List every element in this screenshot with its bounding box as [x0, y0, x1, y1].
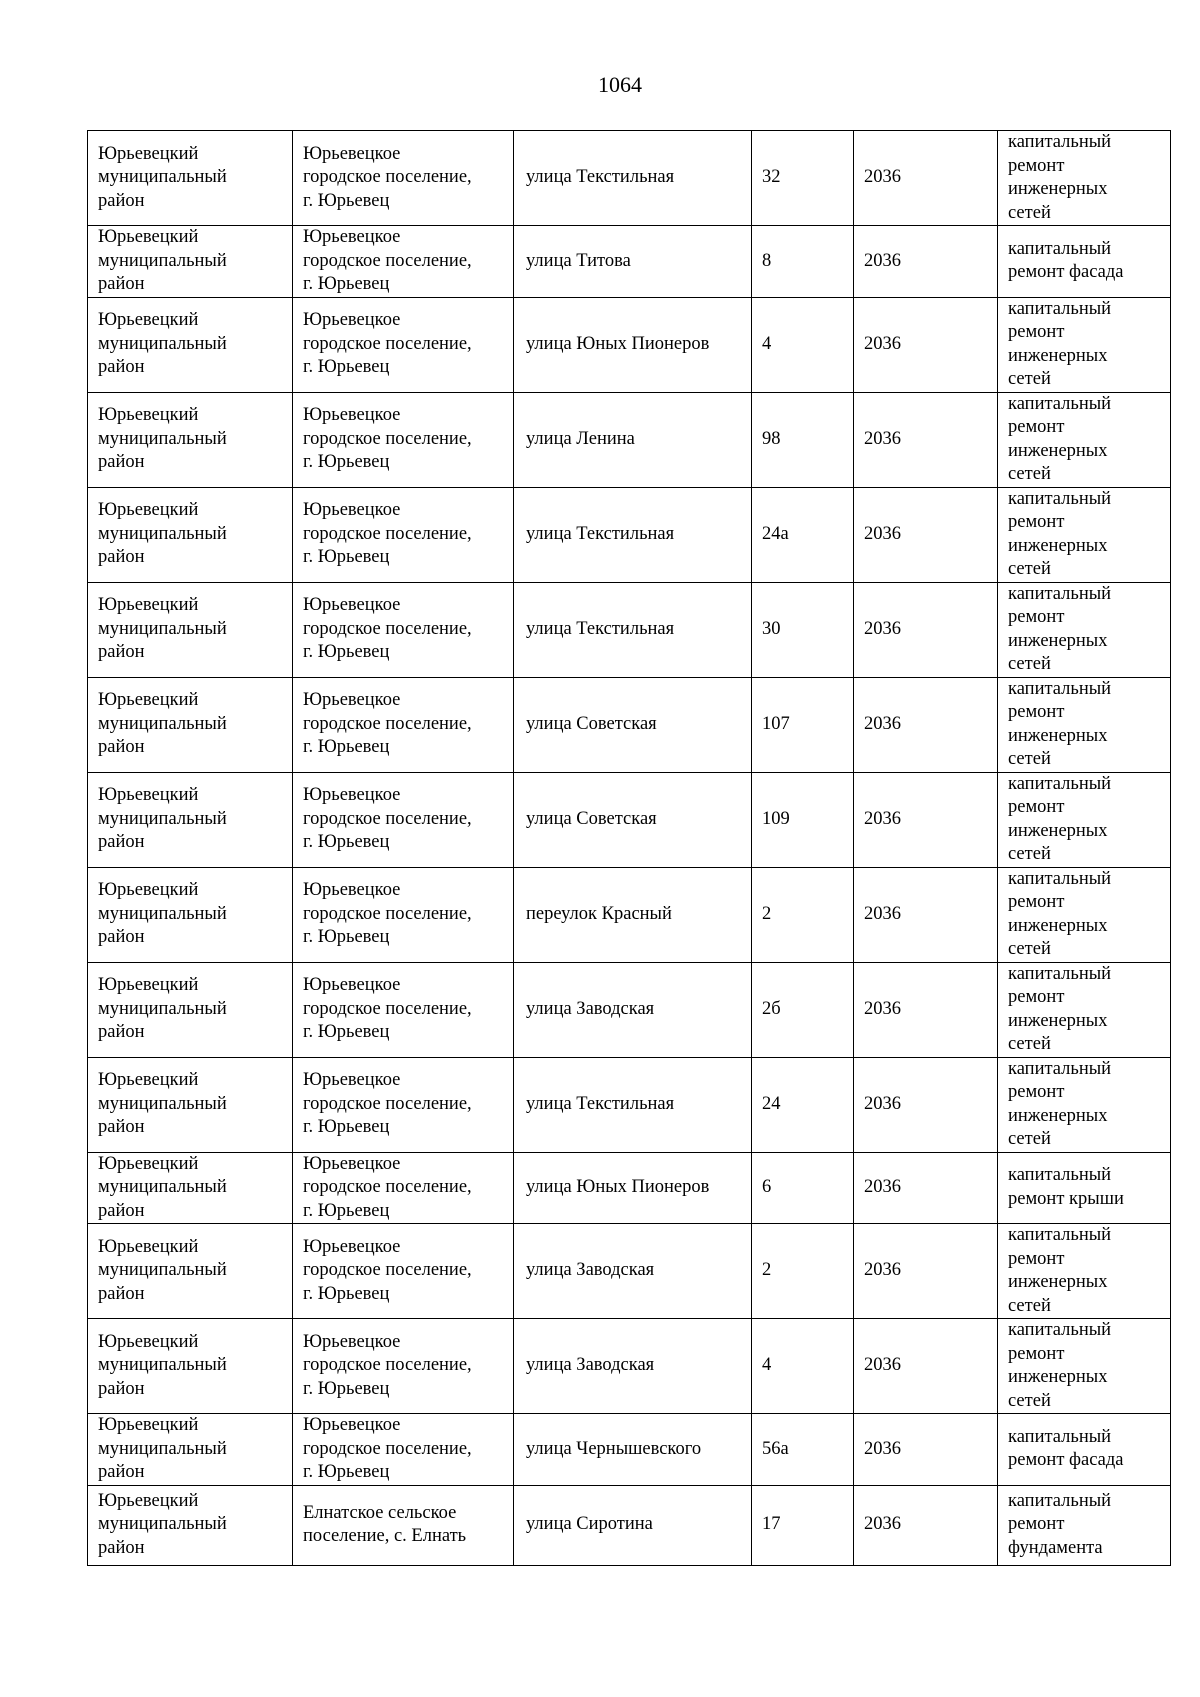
table-row — [88, 392, 1171, 487]
street-cell: улица Заводская — [514, 1319, 752, 1414]
year-cell: 2036 — [854, 962, 998, 1057]
table-row — [88, 1152, 1171, 1224]
house-number-cell: 24а — [752, 487, 854, 582]
district-cell: Юрьевецкий муниципальный район — [88, 867, 293, 962]
house-number-cell: 8 — [752, 226, 854, 298]
district-cell: Юрьевецкий муниципальный район — [88, 1152, 293, 1224]
settlement-cell: Юрьевецкое городское поселение, г. Юрьевец — [293, 131, 514, 226]
table-row — [88, 1224, 1171, 1319]
house-number-cell: 4 — [752, 297, 854, 392]
table-row — [88, 962, 1171, 1057]
street-cell: улица Заводская — [514, 1224, 752, 1319]
street-cell: улица Титова — [514, 226, 752, 298]
street-cell: улица Текстильная — [514, 487, 752, 582]
work-type-cell: капитальный ремонт инженерных сетей — [998, 582, 1171, 677]
house-number-cell: 4 — [752, 1319, 854, 1414]
street-cell: улица Текстильная — [514, 131, 752, 226]
district-cell: Юрьевецкий муниципальный район — [88, 677, 293, 772]
settlement-cell: Юрьевецкое городское поселение, г. Юрьевец — [293, 1224, 514, 1319]
district-cell: Юрьевецкий муниципальный район — [88, 962, 293, 1057]
settlement-cell: Юрьевецкое городское поселение, г. Юрьевец — [293, 1414, 514, 1486]
house-number-cell: 2 — [752, 867, 854, 962]
work-type-cell: капитальный ремонт инженерных сетей — [998, 677, 1171, 772]
house-number-cell: 56а — [752, 1414, 854, 1486]
house-number-cell: 17 — [752, 1485, 854, 1565]
settlement-cell: Юрьевецкое городское поселение, г. Юрьевец — [293, 487, 514, 582]
year-cell: 2036 — [854, 297, 998, 392]
table-row — [88, 677, 1171, 772]
work-type-cell: капитальный ремонт инженерных сетей — [998, 297, 1171, 392]
page-number: 1064 — [598, 72, 642, 97]
settlement-cell: Юрьевецкое городское поселение, г. Юрьевец — [293, 1319, 514, 1414]
house-number-cell: 107 — [752, 677, 854, 772]
street-cell: улица Юных Пионеров — [514, 297, 752, 392]
year-cell: 2036 — [854, 772, 998, 867]
district-cell: Юрьевецкий муниципальный район — [88, 772, 293, 867]
settlement-cell: Юрьевецкое городское поселение, г. Юрьевец — [293, 677, 514, 772]
table-row — [88, 1057, 1171, 1152]
district-cell: Юрьевецкий муниципальный район — [88, 1485, 293, 1565]
district-cell: Юрьевецкий муниципальный район — [88, 226, 293, 298]
street-cell: улица Текстильная — [514, 1057, 752, 1152]
year-cell: 2036 — [854, 867, 998, 962]
district-cell: Юрьевецкий муниципальный район — [88, 487, 293, 582]
settlement-cell: Юрьевецкое городское поселение, г. Юрьевец — [293, 582, 514, 677]
year-cell: 2036 — [854, 1152, 998, 1224]
repair-schedule-table — [87, 130, 1171, 1566]
street-cell: улица Ленина — [514, 392, 752, 487]
table-row — [88, 297, 1171, 392]
year-cell: 2036 — [854, 1485, 998, 1565]
work-type-cell: капитальный ремонт фасада — [998, 1414, 1171, 1486]
district-cell: Юрьевецкий муниципальный район — [88, 1224, 293, 1319]
table-row — [88, 226, 1171, 298]
house-number-cell: 109 — [752, 772, 854, 867]
year-cell: 2036 — [854, 1224, 998, 1319]
settlement-cell: Юрьевецкое городское поселение, г. Юрьевец — [293, 867, 514, 962]
year-cell: 2036 — [854, 487, 998, 582]
district-cell: Юрьевецкий муниципальный район — [88, 582, 293, 677]
table-row — [88, 1319, 1171, 1414]
district-cell: Юрьевецкий муниципальный район — [88, 297, 293, 392]
settlement-cell: Юрьевецкое городское поселение, г. Юрьевец — [293, 1152, 514, 1224]
table-row — [88, 1414, 1171, 1486]
settlement-cell: Юрьевецкое городское поселение, г. Юрьевец — [293, 962, 514, 1057]
work-type-cell: капитальный ремонт инженерных сетей — [998, 867, 1171, 962]
table-row — [88, 131, 1171, 226]
street-cell: улица Юных Пионеров — [514, 1152, 752, 1224]
settlement-cell: Елнатское сельское поселение, с. Елнать — [293, 1485, 514, 1565]
settlement-cell: Юрьевецкое городское поселение, г. Юрьевец — [293, 772, 514, 867]
table-row — [88, 487, 1171, 582]
district-cell: Юрьевецкий муниципальный район — [88, 131, 293, 226]
district-cell: Юрьевецкий муниципальный район — [88, 1057, 293, 1152]
table-row — [88, 582, 1171, 677]
settlement-cell: Юрьевецкое городское поселение, г. Юрьевец — [293, 226, 514, 298]
house-number-cell: 30 — [752, 582, 854, 677]
house-number-cell: 24 — [752, 1057, 854, 1152]
year-cell: 2036 — [854, 131, 998, 226]
work-type-cell: капитальный ремонт инженерных сетей — [998, 1224, 1171, 1319]
district-cell: Юрьевецкий муниципальный район — [88, 392, 293, 487]
house-number-cell: 2б — [752, 962, 854, 1057]
house-number-cell: 98 — [752, 392, 854, 487]
street-cell: улица Советская — [514, 772, 752, 867]
street-cell: улица Заводская — [514, 962, 752, 1057]
street-cell: улица Советская — [514, 677, 752, 772]
work-type-cell: капитальный ремонт инженерных сетей — [998, 487, 1171, 582]
table-body — [88, 131, 1171, 1566]
settlement-cell: Юрьевецкое городское поселение, г. Юрьевец — [293, 1057, 514, 1152]
street-cell: переулок Красный — [514, 867, 752, 962]
work-type-cell: капитальный ремонт фасада — [998, 226, 1171, 298]
year-cell: 2036 — [854, 677, 998, 772]
work-type-cell: капитальный ремонт фундамента — [998, 1485, 1171, 1565]
street-cell: улица Сиротина — [514, 1485, 752, 1565]
year-cell: 2036 — [854, 582, 998, 677]
table-row — [88, 867, 1171, 962]
work-type-cell: капитальный ремонт крыши — [998, 1152, 1171, 1224]
table-row — [88, 1485, 1171, 1565]
year-cell: 2036 — [854, 226, 998, 298]
work-type-cell: капитальный ремонт инженерных сетей — [998, 1319, 1171, 1414]
work-type-cell: капитальный ремонт инженерных сетей — [998, 962, 1171, 1057]
house-number-cell: 32 — [752, 131, 854, 226]
district-cell: Юрьевецкий муниципальный район — [88, 1319, 293, 1414]
table-row — [88, 772, 1171, 867]
year-cell: 2036 — [854, 1414, 998, 1486]
year-cell: 2036 — [854, 1057, 998, 1152]
settlement-cell: Юрьевецкое городское поселение, г. Юрьевец — [293, 297, 514, 392]
work-type-cell: капитальный ремонт инженерных сетей — [998, 1057, 1171, 1152]
street-cell: улица Чернышевского — [514, 1414, 752, 1486]
work-type-cell: капитальный ремонт инженерных сетей — [998, 772, 1171, 867]
district-cell: Юрьевецкий муниципальный район — [88, 1414, 293, 1486]
settlement-cell: Юрьевецкое городское поселение, г. Юрьевец — [293, 392, 514, 487]
year-cell: 2036 — [854, 392, 998, 487]
work-type-cell: капитальный ремонт инженерных сетей — [998, 131, 1171, 226]
street-cell: улица Текстильная — [514, 582, 752, 677]
house-number-cell: 2 — [752, 1224, 854, 1319]
work-type-cell: капитальный ремонт инженерных сетей — [998, 392, 1171, 487]
house-number-cell: 6 — [752, 1152, 854, 1224]
year-cell: 2036 — [854, 1319, 998, 1414]
